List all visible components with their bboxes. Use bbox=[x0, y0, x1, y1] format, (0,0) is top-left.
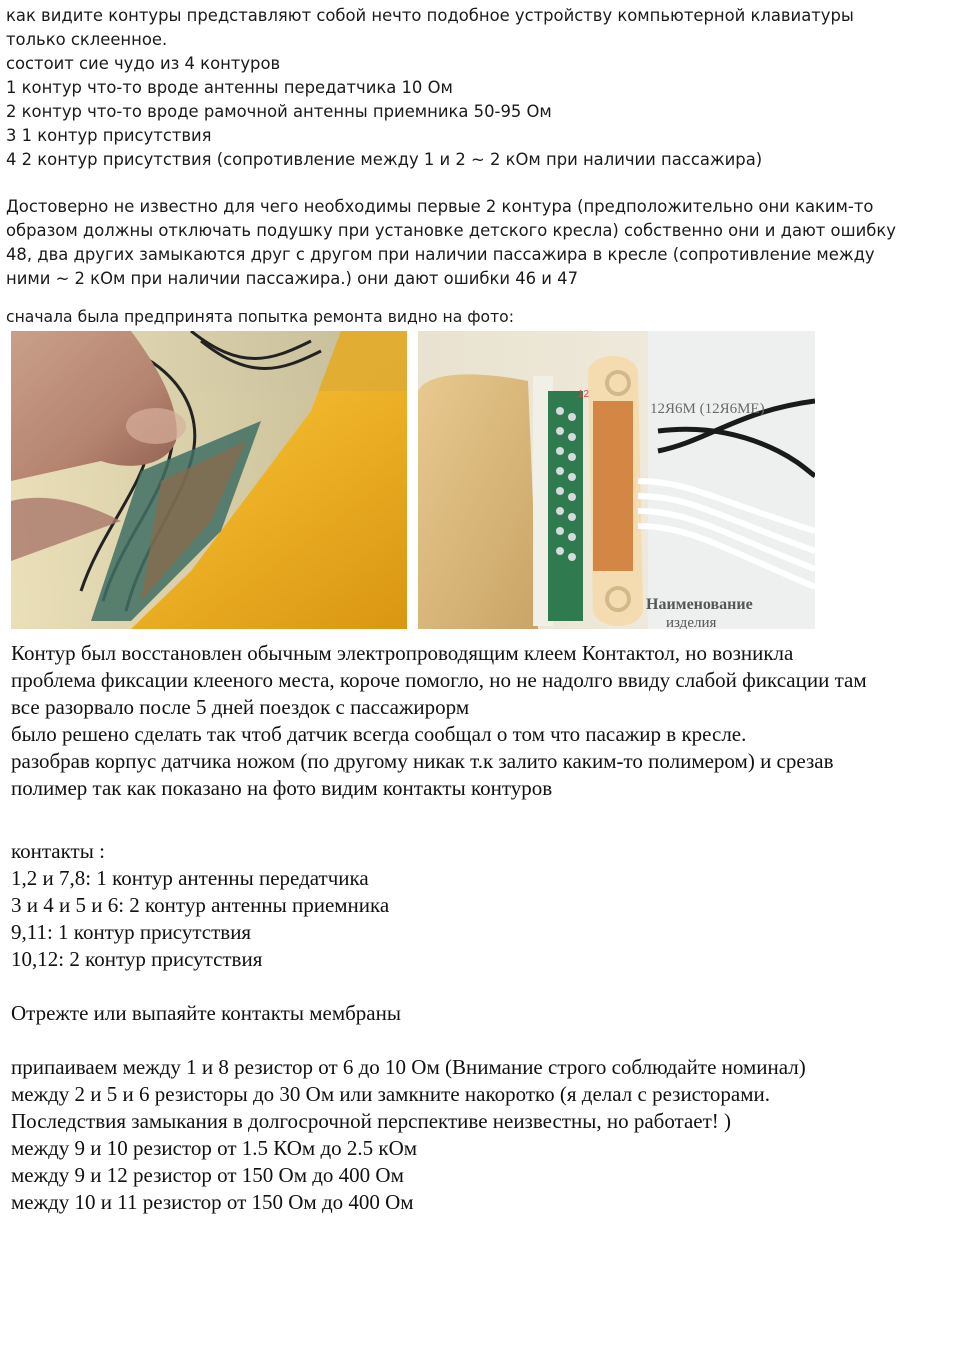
cut-note-section bbox=[11, 1000, 401, 1027]
photo-membrane-peel bbox=[11, 331, 407, 629]
resistors-section bbox=[11, 1054, 806, 1216]
description-line: 48, два других замыкаются друг с другом при наличии пассажира в кресле (сопротивление между bbox=[6, 245, 875, 264]
photo-sensor-connector bbox=[418, 331, 815, 629]
contacts-heading: контакты : bbox=[11, 839, 105, 863]
description-line: образом должны отключать подушку при установке детского кресла) собственно они и дают ошибку bbox=[6, 221, 896, 240]
cut-note: Отрежте или выпаяйте контакты мембраны bbox=[11, 1001, 401, 1025]
intro-line: 3 1 контур присутствия bbox=[6, 126, 212, 145]
description-line: ними ~ 2 кОм при наличии пассажира.) они дают ошибки 46 и 47 bbox=[6, 269, 579, 288]
repair-line: Контур был восстановлен обычным электропроводящим клеем Контактол, но возникла bbox=[11, 641, 794, 665]
photo-caption-text: сначала была предпринята попытка ремонта видно на фото: bbox=[6, 308, 514, 326]
contacts-line: 9,11: 1 контур присутствия bbox=[11, 920, 252, 944]
resistor-line: между 10 и 11 резистор от 150 Ом до 400 Ом bbox=[11, 1190, 414, 1214]
resistor-line: припаиваем между 1 и 8 резистор от 6 до 10 Ом (Внимание строго соблюдайте номинал) bbox=[11, 1055, 806, 1079]
contacts-line: 10,12: 2 контур присутствия bbox=[11, 947, 263, 971]
repair-line: полимер так как показано на фото видим контакты контуров bbox=[11, 776, 553, 800]
intro-line: как видите контуры представляют собой нечто подобное устройству компьютерной клавиатуры bbox=[6, 6, 854, 25]
resistor-line: между 9 и 12 резистор от 150 Ом до 400 Ом bbox=[11, 1163, 404, 1187]
intro-line: 1 контур что-то вроде антенны передатчика 10 Ом bbox=[6, 78, 453, 97]
description-line: Достоверно не известно для чего необходимы первые 2 контура (предположительно они каким-то bbox=[6, 197, 874, 216]
repair-line: проблема фиксации клееного места, короче помогло, но не надолго ввиду слабой фиксации там bbox=[11, 668, 867, 692]
contacts-section bbox=[11, 838, 389, 973]
intro-line: состоит сие чудо из 4 контуров bbox=[6, 54, 281, 73]
pin-number-label: 12 bbox=[578, 389, 590, 400]
intro-section bbox=[6, 4, 854, 172]
repair-line: было решено сделать так чтоб датчик всегда сообщал о том что пасажир в кресле. bbox=[11, 722, 747, 746]
repair-line: все разорвало после 5 дней поездок с пассажирорм bbox=[11, 695, 470, 719]
resistor-line: между 9 и 10 резистор от 1.5 КОм до 2.5 кОм bbox=[11, 1136, 418, 1160]
description-section bbox=[6, 195, 896, 291]
intro-line: 4 2 контур присутствия (сопротивление между 1 и 2 ~ 2 кОм при наличии пассажира) bbox=[6, 150, 763, 169]
intro-line: только склеенное. bbox=[6, 30, 168, 49]
resistor-line: Последствия замыкания в долгосрочной перспективе неизвестны, но работает! ) bbox=[11, 1109, 732, 1133]
contacts-line: 3 и 4 и 5 и 6: 2 контур антенны приемника bbox=[11, 893, 390, 917]
photo-caption bbox=[6, 305, 514, 329]
sheet-text: изделия bbox=[666, 615, 717, 629]
repair-section bbox=[11, 640, 867, 802]
repair-line: разобрав корпус датчика ножом (по другому никак т.к залито каким-то полимером) и срезав bbox=[11, 749, 834, 773]
resistor-line: между 2 и 5 и 6 резисторы до 30 Ом или замкните накоротко (я делал с резисторами. bbox=[11, 1082, 771, 1106]
intro-line: 2 контур что-то вроде рамочной антенны приемника 50-95 Ом bbox=[6, 102, 552, 121]
contacts-line: 1,2 и 7,8: 1 контур антенны передатчика bbox=[11, 866, 369, 890]
sheet-text: 12Я6М (12Я6МЕ) bbox=[650, 401, 765, 417]
sheet-text: Наименование bbox=[646, 596, 753, 613]
